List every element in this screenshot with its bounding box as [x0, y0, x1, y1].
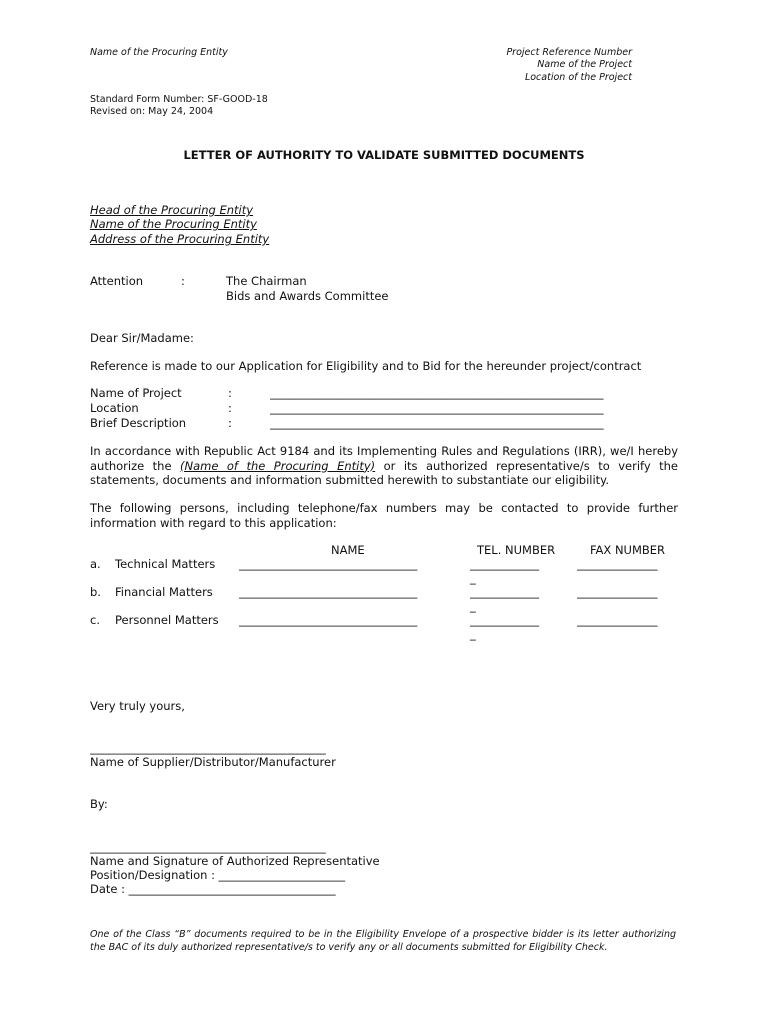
personnel-tel-blank[interactable]: ____________ — [470, 613, 539, 627]
attention-committee: Bids and Awards Committee — [226, 289, 389, 303]
contact-row-label: Financial Matters — [115, 585, 213, 599]
form-revised: Revised on: May 24, 2004 — [90, 106, 214, 117]
technical-tel-blank-wrap: _ — [470, 571, 476, 585]
addressee-address: Address of the Procuring Entity — [90, 232, 270, 246]
header-project-name: Name of the Project — [537, 59, 632, 70]
header-project-location: Location of the Project — [524, 72, 632, 83]
field-colon: : — [228, 416, 232, 430]
salutation: Dear Sir/Madame: — [90, 331, 194, 345]
form-number: Standard Form Number: SF-GOOD-18 — [90, 94, 268, 105]
addressee-head: Head of the Procuring Entity — [90, 203, 254, 217]
header-procuring-entity: Name of the Procuring Entity — [90, 47, 228, 58]
technical-fax-blank[interactable]: ______________ — [577, 557, 658, 571]
field-colon: : — [228, 401, 232, 415]
technical-tel-blank[interactable]: ____________ — [470, 557, 539, 571]
financial-tel-blank-wrap: _ — [470, 599, 476, 613]
field-label-location: Location — [90, 401, 139, 415]
representative-signature-blank[interactable]: _________________________________________ — [90, 840, 326, 854]
financial-fax-blank[interactable]: ______________ — [577, 585, 658, 599]
column-header-tel: TEL. NUMBER — [477, 543, 556, 557]
field-colon: : — [228, 386, 232, 400]
attention-label: Attention — [90, 274, 144, 288]
contact-row-label: Personnel Matters — [115, 613, 219, 627]
contact-row-letter: b. — [90, 585, 101, 599]
financial-name-blank[interactable]: _______________________________ — [239, 585, 418, 599]
location-blank[interactable]: __________________________________________________________ — [270, 401, 604, 415]
contact-row-label: Technical Matters — [115, 557, 216, 571]
attention-chairman: The Chairman — [226, 274, 307, 288]
representative-label: Name and Signature of Authorized Representative — [90, 854, 380, 868]
footnote: One of the Class “B” documents required to be in the Eligibility Envelope of a prospective bidder is its letter authorizing the BAC of its duly authorized representative/s to verify any or all documents submitted for Eligibility Check. — [90, 929, 676, 953]
column-header-fax: FAX NUMBER — [590, 543, 666, 557]
reference-text: Reference is made to our Application for Eligibility and to Bid for the hereunder project/contract — [90, 359, 642, 373]
date-field[interactable]: Date : ____________________________________ — [90, 882, 336, 896]
contact-row-letter: c. — [90, 613, 100, 627]
addressee-name: Name of the Procuring Entity — [90, 217, 257, 231]
paragraph-text: or its authorized representative/s to verify the statements, documents and information submitted herewith to substantiate our eligibility. — [90, 458, 679, 487]
brief-description-blank[interactable]: __________________________________________________________ — [270, 416, 604, 430]
personnel-fax-blank[interactable]: ______________ — [577, 613, 658, 627]
personnel-tel-blank-wrap: _ — [470, 627, 476, 641]
procuring-entity-placeholder: (Name of the Procuring Entity) — [180, 458, 376, 473]
by-label: By: — [90, 797, 108, 811]
financial-tel-blank[interactable]: ____________ — [470, 585, 539, 599]
paragraph-text: In accordance with Republic Act 9184 and its Implementing Rules and Regulations (IRR), we/I hereby authorize the — [90, 444, 678, 473]
column-header-name: NAME — [331, 543, 365, 557]
attention-colon: : — [181, 274, 185, 288]
authorization-paragraph — [90, 444, 678, 488]
field-label-brief-description: Brief Description — [90, 416, 187, 430]
page-title: LETTER OF AUTHORITY TO VALIDATE SUBMITTED DOCUMENTS — [183, 148, 585, 162]
project-name-blank[interactable]: __________________________________________________________ — [270, 386, 604, 400]
supplier-label: Name of Supplier/Distributor/Manufacturer — [90, 755, 336, 769]
header-project-reference: Project Reference Number — [506, 47, 632, 58]
position-designation-field[interactable]: Position/Designation : ______________________ — [90, 868, 346, 882]
contact-row-letter: a. — [90, 557, 101, 571]
supplier-signature-blank[interactable]: _________________________________________ — [90, 741, 326, 755]
contacts-paragraph: The following persons, including telephone/fax numbers may be contacted to provide further information with regard to this application: — [90, 501, 678, 530]
field-label-project-name: Name of Project — [90, 386, 182, 400]
technical-name-blank[interactable]: _______________________________ — [239, 557, 418, 571]
closing: Very truly yours, — [90, 699, 185, 713]
personnel-name-blank[interactable]: _______________________________ — [239, 613, 418, 627]
